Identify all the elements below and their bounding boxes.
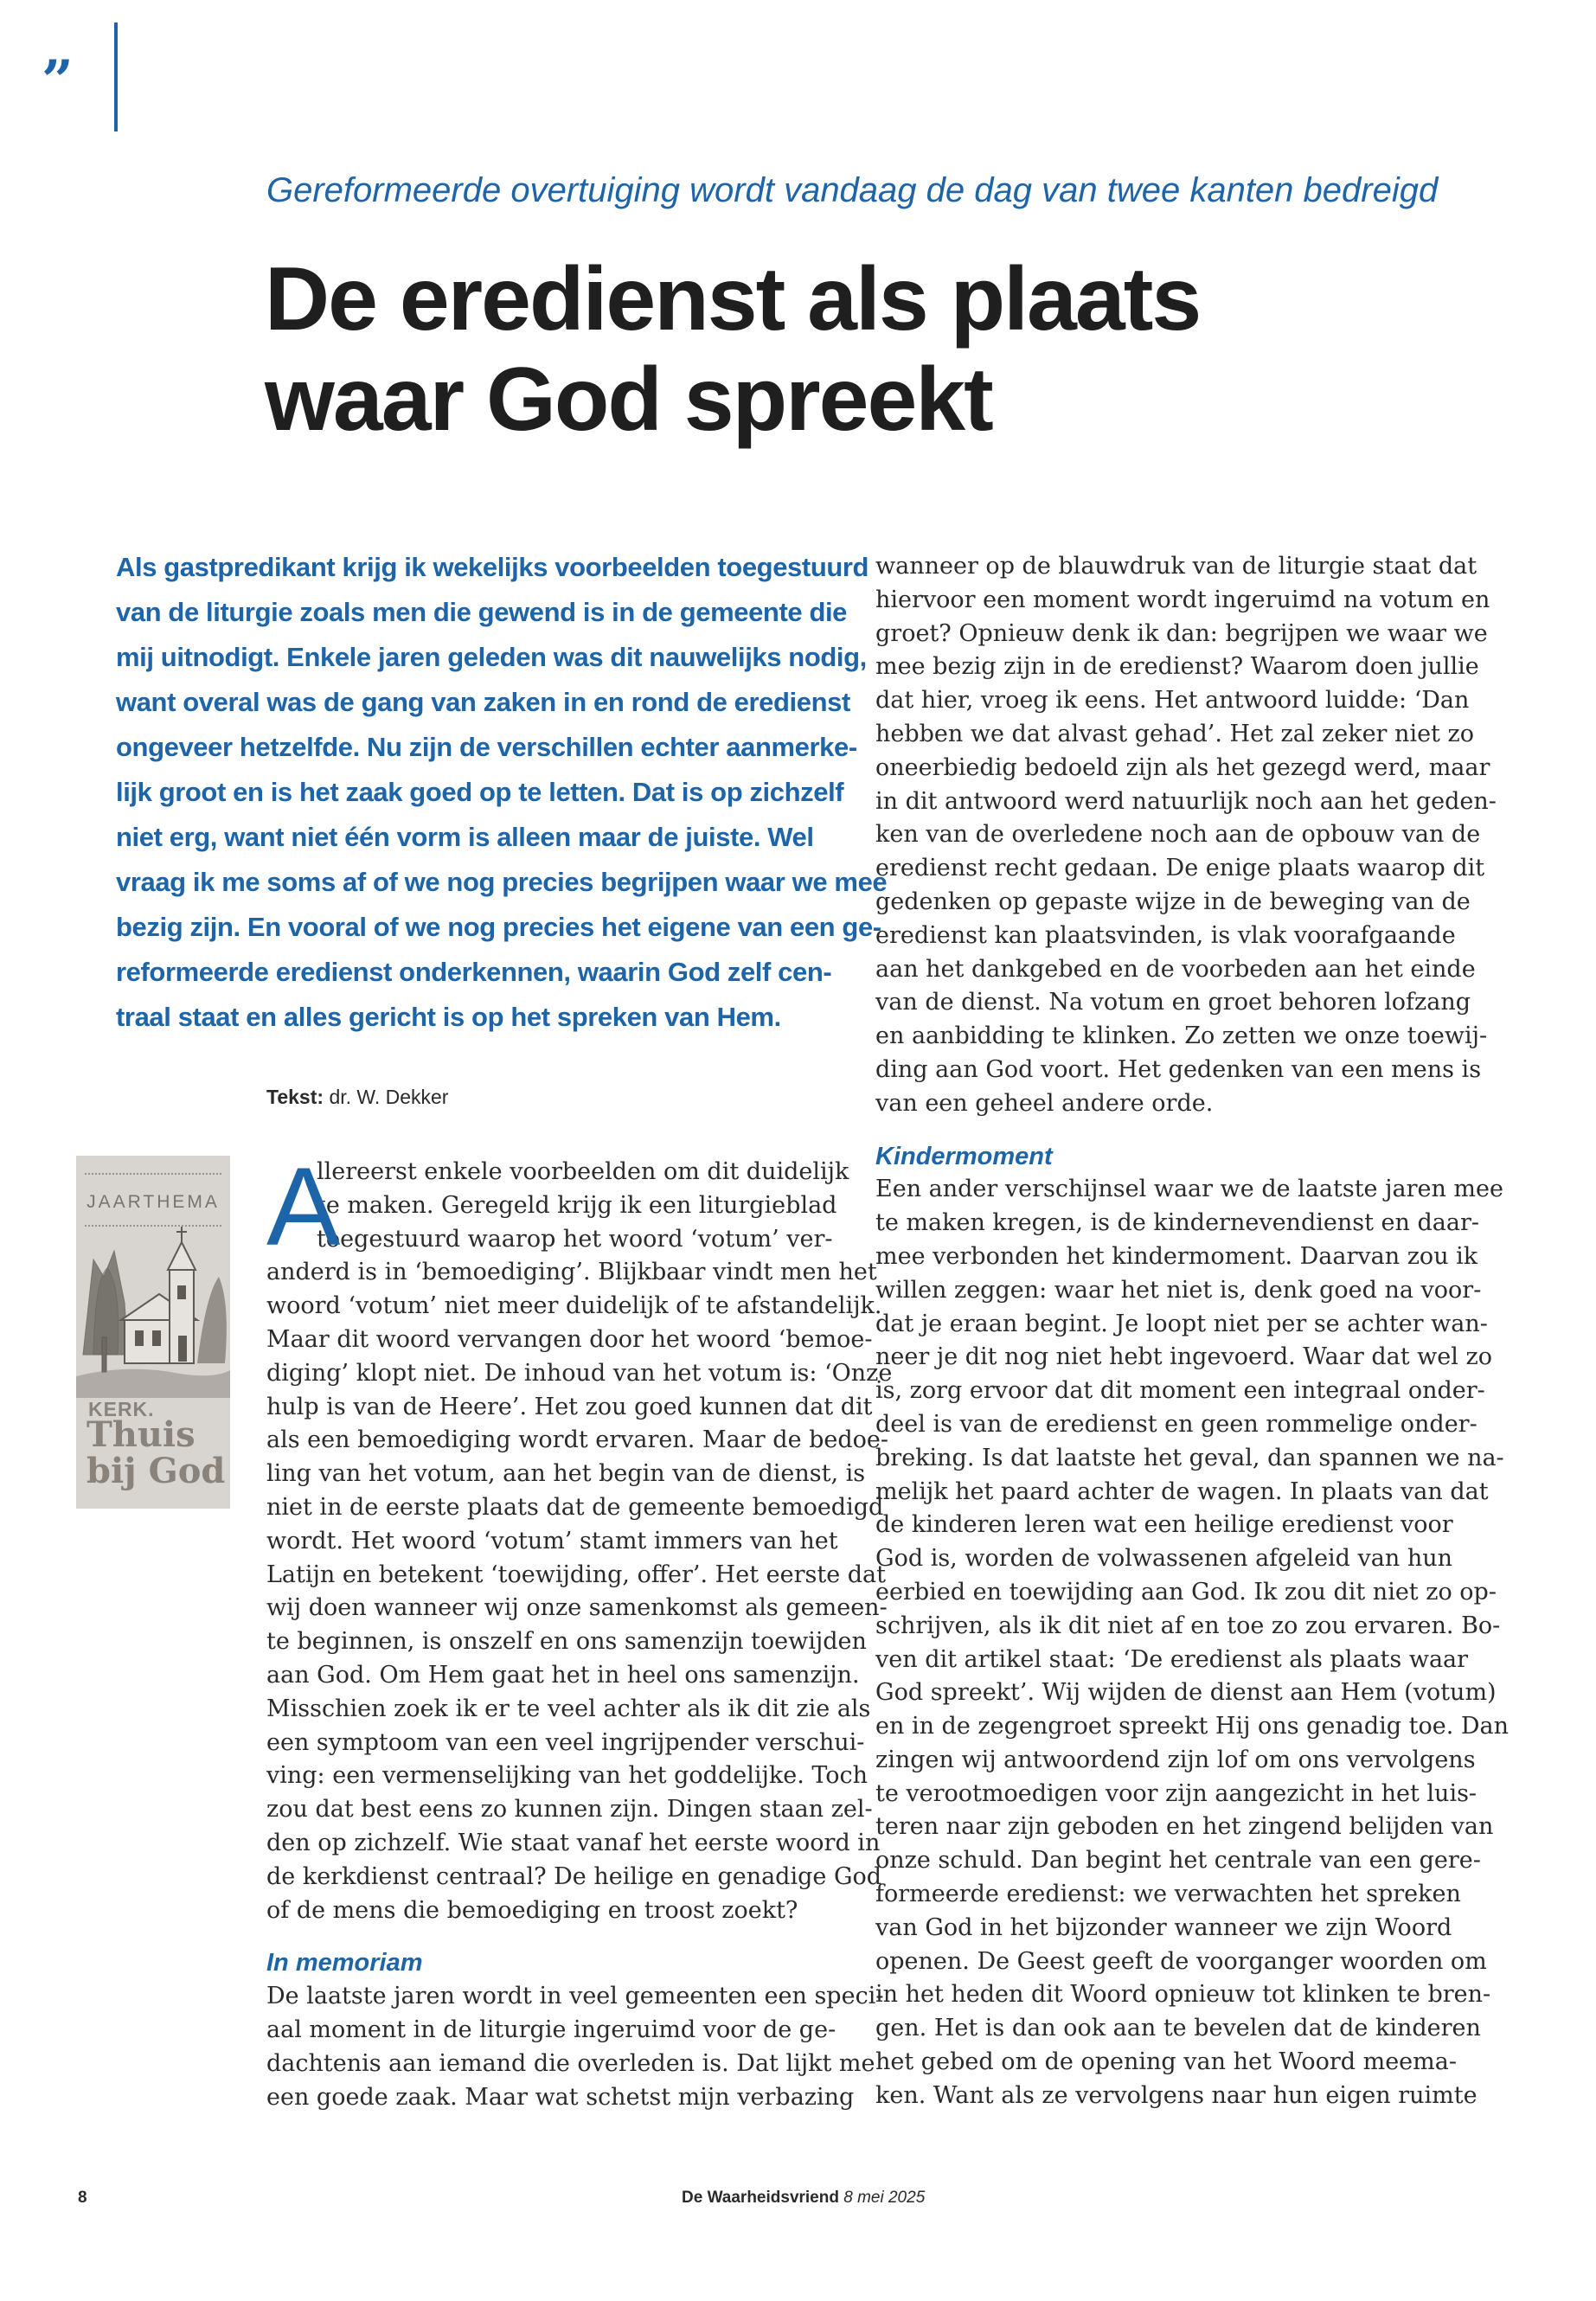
- page-number: 8: [78, 2189, 87, 2207]
- body-line: llereerst enkele voorbeelden om dit duidelijk: [317, 1158, 849, 1185]
- body-line: te maken. Geregeld krijg ik een liturgieblad: [317, 1191, 837, 1219]
- body-line: Maar dit woord vervangen door het woord ‘bemoe-: [266, 1325, 873, 1353]
- body-line: Latijn en betekent ‘toewijding, offer’. Het eerste dat: [266, 1561, 886, 1588]
- body-column-left: [266, 1145, 893, 2114]
- body-line: oneerbiedig bedoeld zijn als het gezegd werd, maar: [875, 753, 1490, 781]
- body-line: willen zeggen: waar het niet is, denk goed na voor-: [875, 1276, 1482, 1304]
- body-line: en in de zegengroet spreekt Hij ons genadig toe. Dan: [875, 1713, 1509, 1740]
- body-line: gen. Het is dan ook aan te bevelen dat de kinderen: [875, 2015, 1481, 2042]
- article-subtitle: Gereformeerde overtuiging wordt vandaag de dag van twee kanten bedreigd: [266, 171, 1439, 209]
- body-line: wanneer op de blauwdruk van de liturgie staat dat: [875, 553, 1477, 580]
- quote-mark-icon: ”: [42, 48, 74, 113]
- body-line: hulp is van de Heere’. Het zou goed kunnen dat dit: [266, 1393, 873, 1420]
- body-line: melijk het paard achter de wagen. In plaats van dat: [875, 1477, 1489, 1505]
- body-line: ven dit artikel staat: ‘De eredienst als plaats waar: [875, 1645, 1469, 1673]
- footer-magazine: [682, 2189, 925, 2208]
- paragraph-gap: [266, 1927, 829, 1946]
- body-line: Een ander verschijnsel waar we de laatste jaren mee: [875, 1176, 1503, 1203]
- magazine-name: De Waarheidsvriend: [682, 2189, 839, 2207]
- body-line: wordt. Het woord ‘votum’ stamt immers van het: [266, 1527, 838, 1554]
- byline-label: Tekst:: [266, 1086, 324, 1108]
- body-line: aal moment in de liturgie ingeruimd voor de ge-: [266, 2016, 836, 2043]
- jaarthema-badge: [76, 1156, 230, 1509]
- badge-kerk: KERK.: [88, 1398, 155, 1420]
- intro-line: want overal was de gang van zaken in en rond de eredienst: [116, 687, 850, 717]
- body-line: ling van het votum, aan het begin van de dienst, is: [266, 1460, 866, 1488]
- body-line: groet? Opnieuw denk ik dan: begrijpen we waar we: [875, 619, 1488, 647]
- body-line: een goede zaak. Maar wat schetst mijn verbazing: [266, 2083, 855, 2111]
- church-illustration-icon: [76, 1225, 230, 1398]
- body-line: woord ‘votum’ niet meer duidelijk of te afstandelijk.: [266, 1292, 882, 1320]
- dropcap: A: [266, 1145, 341, 1269]
- body-line: dat je eraan begint. Je loopt niet per se achter wan-: [875, 1310, 1488, 1337]
- body-line: Misschien zoek ik er te veel achter als ik dit zie als: [266, 1695, 871, 1722]
- intro-line: traal staat en alles gericht is op het spreken van Hem.: [116, 1002, 781, 1032]
- body-line: van de dienst. Na votum en groet behoren lofzang: [875, 989, 1471, 1016]
- body-line: en aanbidding te klinken. Zo zetten we onze toewij-: [875, 1022, 1488, 1050]
- body-line: te verootmoedigen voor zijn aangezicht in het luis-: [875, 1779, 1477, 1807]
- badge-theme-title: [87, 1414, 226, 1491]
- body-line: mee verbonden het kindermoment. Daarvan zou ik: [875, 1242, 1478, 1270]
- body-line: anderd is in ‘bemoediging’. Blijkbaar vindt men het: [266, 1259, 877, 1286]
- intro-line: vraag ik me soms af of we nog precies begrijpen waar we mee: [116, 867, 888, 897]
- body-line: onze schuld. Dan begint het centrale van een gere-: [875, 1847, 1481, 1875]
- body-line: deel is van de eredienst en geen rommelige onder-: [875, 1410, 1477, 1438]
- body-line: hebben we dat alvast gehad’. Het zal zeker niet zo: [875, 720, 1474, 747]
- body-line: formeerde eredienst: we verwachten het spreken: [875, 1881, 1461, 1908]
- body-line: De laatste jaren wordt in veel gemeenten een speci-: [266, 1983, 884, 2010]
- body-line: te beginnen, is onszelf en ons samenzijn toewijden: [266, 1628, 867, 1656]
- badge-theme-line: Thuis: [87, 1414, 195, 1455]
- body-line: aan God. Om Hem gaat het in heel ons samenzijn.: [266, 1661, 860, 1689]
- body-line: een symptoom van een veel ingrijpender verschui-: [266, 1728, 865, 1756]
- header-rule: [114, 22, 118, 131]
- body-line: in het heden dit Woord opnieuw tot klinken te bren-: [875, 1981, 1491, 2009]
- body-line: eredienst kan plaatsvinden, is vlak voorafgaande: [875, 921, 1456, 949]
- body-line: ding aan God voort. Het gedenken van een mens is: [875, 1055, 1482, 1083]
- body-line: mee bezig zijn in de eredienst? Waarom doen jullie: [875, 653, 1479, 681]
- body-line: gedenken op gepaste wijze in de beweging van de: [875, 888, 1471, 915]
- body-line: niet in de eerste plaats dat de gemeente bemoedigd: [266, 1493, 884, 1521]
- body-line: God is, worden de volwassenen afgeleid van hun: [875, 1545, 1453, 1573]
- body-line: hiervoor een moment wordt ingeruimd na votum en: [875, 586, 1490, 613]
- body-line: teren naar zijn geboden en het zingend belijden van: [875, 1813, 1494, 1841]
- body-line: neer je dit nog niet hebt ingevoerd. Waar dat wel zo: [875, 1343, 1492, 1371]
- section-heading-memoriam: In memoriam: [266, 1949, 423, 1977]
- dropcap-paragraph: [266, 1145, 849, 1269]
- body-line: te maken kregen, is de kindernevendienst en daar-: [875, 1209, 1479, 1237]
- body-line: het gebed om de opening van het Woord meema-: [875, 2048, 1457, 2076]
- intro-line: mij uitnodigt. Enkele jaren geleden was dit nauwelijks nodig,: [116, 642, 867, 672]
- intro-line: ongeveer hetzelfde. Nu zijn de verschillen echter aanmerke-: [116, 732, 857, 762]
- body-line: toegestuurd waarop het woord ‘votum’ ver-: [317, 1225, 833, 1253]
- byline-author: dr. W. Dekker: [329, 1086, 449, 1108]
- body-line: de kinderen leren wat een heilige eredienst voor: [875, 1511, 1453, 1539]
- paragraph-gap: [875, 1121, 1481, 1140]
- body-line: eerbied en toewijding aan God. Ik zou dit niet zo op-: [875, 1578, 1497, 1606]
- body-line: ken. Want als ze vervolgens naar hun eigen ruimte: [875, 2081, 1477, 2109]
- badge-theme-line: bij God: [87, 1451, 226, 1491]
- intro-line: lijk groot en is het zaak goed op te letten. Dat is op zichzelf: [116, 777, 844, 807]
- body-line: dat hier, vroeg ik eens. Het antwoord luidde: ‘Dan: [875, 687, 1470, 715]
- intro-line: van de liturgie zoals men die gewend is in de gemeente die: [116, 597, 848, 627]
- body-line: eredienst recht gedaan. De enige plaats waarop dit: [875, 855, 1485, 882]
- body-line: wij doen wanneer wij onze samenkomst als gemeen-: [266, 1594, 888, 1622]
- badge-dotted-rule: [85, 1173, 221, 1175]
- body-line: diging’ klopt niet. De inhoud van het votum is: ‘Onze: [266, 1359, 893, 1387]
- body-line: dachtenis aan iemand die overleden is. Dat lijkt me: [266, 2049, 875, 2077]
- body-line: aan het dankgebed en de voorbeden aan het einde: [875, 955, 1476, 983]
- intro-line: niet erg, want niet één vorm is alleen maar de juiste. Wel: [116, 822, 814, 852]
- badge-label: JAARTHEMA: [87, 1192, 220, 1212]
- body-line: ken van de overledene noch aan de opbouw van de: [875, 821, 1481, 849]
- body-line: in dit antwoord werd natuurlijk noch aan het geden-: [875, 787, 1497, 815]
- body-line: God spreekt’. Wij wijden de dienst aan Hem (votum): [875, 1679, 1497, 1707]
- body-line: de kerkdienst centraal? De heilige en genadige God: [266, 1862, 882, 1890]
- body-line: zou dat best eens zo kunnen zijn. Dingen staan zel-: [266, 1796, 873, 1823]
- body-line: van een geheel andere orde.: [875, 1089, 1214, 1117]
- body-line: als een bemoediging wordt ervaren. Maar de bedoe-: [266, 1426, 889, 1454]
- body-line: den op zichzelf. Wie staat vanaf het eerste woord in: [266, 1829, 881, 1856]
- body-line: openen. De Geest geeft de voorganger woorden om: [875, 1947, 1487, 1975]
- body-column-right: [875, 550, 1509, 2113]
- byline: [266, 1086, 448, 1109]
- section-heading-kindermoment: Kindermoment: [875, 1142, 1053, 1170]
- body-line: schrijven, als ik dit niet af en toe zo zou ervaren. Bo-: [875, 1612, 1501, 1639]
- issue-date: 8 mei 2025: [843, 2189, 926, 2207]
- intro-line: Als gastpredikant krijg ik wekelijks voorbeelden toegestuurd: [116, 552, 869, 582]
- title-line: waar God spreekt: [265, 349, 992, 451]
- body-line: of de mens die bemoediging en troost zoekt?: [266, 1896, 798, 1924]
- body-line: ving: een vermenselijking van het goddelijke. Toch: [266, 1762, 869, 1790]
- intro-line: bezig zijn. En vooral of we nog precies het eigene van een ge-: [116, 912, 881, 942]
- body-line: breking. Is dat laatste het geval, dan spannen we na-: [875, 1444, 1504, 1471]
- body-line: van God in het bijzonder wanneer we zijn Woord: [875, 1913, 1452, 1941]
- title-line: De eredienst als plaats: [265, 249, 1201, 349]
- body-line: zingen wij antwoordend zijn lof om ons vervolgens: [875, 1746, 1476, 1773]
- body-line: is, zorg ervoor dat dit moment een integraal onder-: [875, 1377, 1485, 1405]
- intro-line: reformeerde eredienst onderkennen, waarin God zelf cen-: [116, 957, 832, 987]
- article-title: [265, 249, 1389, 451]
- article-intro: [116, 545, 888, 1040]
